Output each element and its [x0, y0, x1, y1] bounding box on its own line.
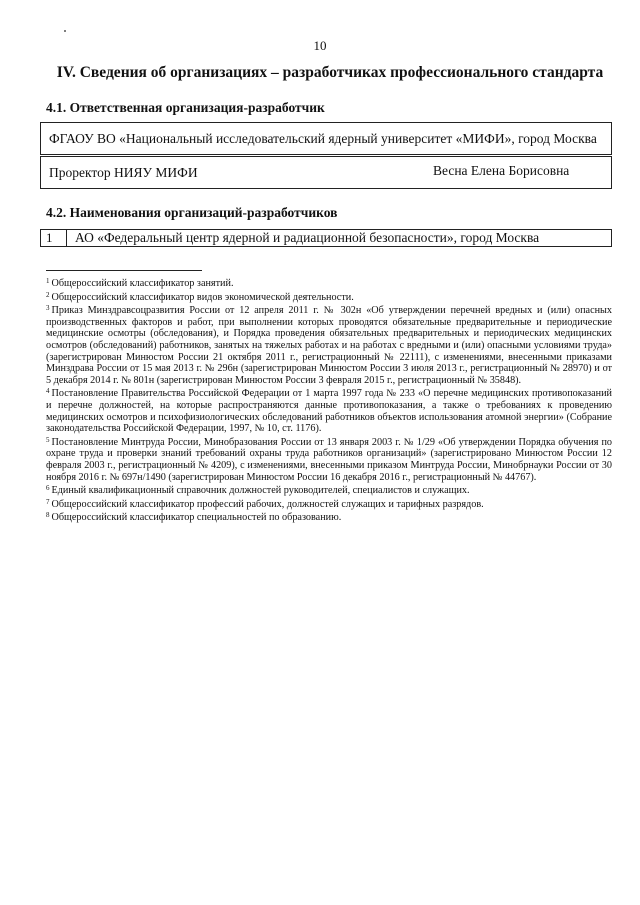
footnote-mark: 5	[46, 435, 50, 444]
footnote-text: Общероссийский классификатор специальностей по образованию.	[51, 512, 342, 524]
scan-speck	[64, 30, 66, 32]
footnote	[46, 497, 612, 511]
footnote-mark: 6	[46, 484, 50, 493]
footnote-mark: 4	[46, 387, 50, 396]
page-number: 10	[313, 38, 327, 53]
developer-row-number: 1	[41, 230, 67, 246]
responsible-signatory-box	[40, 156, 612, 189]
signatory-name: Весна Елена Борисовна	[433, 163, 570, 178]
developers-heading: 4.2. Наименования организаций-разработчиков	[46, 205, 338, 220]
footnote-text: Постановление Правительства Российской Федерации от 1 марта 1997 года № 233 «О перечне медицинских противопоказаний и перечне должностей, на которые распространяются данные противопоказания, а также о требованиях к проведению медицинских осмотров и психофизиологических обследований работников объектов использования атомной энергии» (Собрание законодательства Российской Федерации, 1997, № 10, ст. 1176).	[46, 388, 612, 435]
footnote-mark: 8	[46, 511, 50, 520]
footnote-text: Общероссийский классификатор занятий.	[51, 278, 234, 289]
footnote-mark: 3	[46, 304, 50, 313]
footnote-mark: 1	[46, 277, 50, 285]
signatory-position: Проректор НИЯУ МИФИ	[49, 165, 198, 180]
responsible-org-box	[40, 122, 612, 155]
footnotes	[46, 276, 612, 524]
footnote	[46, 290, 612, 304]
developers-table-row	[40, 229, 612, 247]
footnote	[46, 276, 612, 290]
footnote	[46, 483, 612, 497]
footnote-mark: 7	[46, 497, 50, 506]
footnote-text: Общероссийский классификатор видов экономической деятельности.	[51, 291, 354, 303]
footnote-mark: 2	[46, 290, 50, 299]
footnote-separator	[46, 270, 202, 271]
developer-row-name: АО «Федеральный центр ядерной и радиационной безопасности», город Москва	[75, 230, 540, 245]
footnote	[46, 435, 612, 483]
footnote-text: Общероссийский классификатор профессий рабочих, должностей служащих и тарифных разрядов.	[51, 498, 484, 510]
section-title: IV. Сведения об организациях – разработчиках профессионального стандарта	[56, 64, 604, 81]
footnote	[46, 386, 612, 434]
footnote-text: Постановление Минтруда России, Минобразования России от 13 января 2003 г. № 1/29 «Об утверждении Порядка обучения по охране труда и проверки знаний требований охраны труда работников организаций» (зарегистрировано Минюстом России 12 февраля 2003 г., регистрационный № 4209), с изменениями, внесенными приказом Минтруда России, Минобрнауки России от 30 ноября 2016 г. № 697н/1490 (зарегистрирован Минюстом России 16 декабря 2016 г., регистрационный № 44767).	[46, 436, 612, 483]
footnote-text: Приказ Минздравсоцразвития России от 12 апреля 2011 г. № 302н «Об утверждении перечней вредных и (или) опасных производственных факторов и работ, при выполнении которых проводятся обязательные предварительные и периодические медицинские осмотры (обследования), и Порядка проведения обязательных предварительных и периодических медицинских осмотров (обследований) работников, занятых на тяжелых работах и на работах с вредными и (или) опасными условиями труда» (зарегистрирован Минюстом России 21 октября 2011 г., регистрационный № 22111), с изменениями, внесенными приказами Минздрава России от 15 мая 2013 г. № 296н (зарегистрирован Минюстом России 3 июля 2013 г., регистрационный № 28970) и от 5 декабря 2014 г. № 801н (зарегистрирован Минюстом России 3 февраля 2015 г., регистрационный № 35848).	[46, 305, 612, 386]
footnote	[46, 303, 612, 386]
footnote-text: Единый квалификационный справочник должностей руководителей, специалистов и служащих.	[51, 485, 470, 497]
footnote	[46, 510, 612, 524]
responsible-org-name: ФГАОУ ВО «Национальный исследовательский ядерный университет «МИФИ», город Москва	[49, 131, 597, 146]
responsible-org-heading: 4.1. Ответственная организация-разработчик	[46, 100, 325, 115]
